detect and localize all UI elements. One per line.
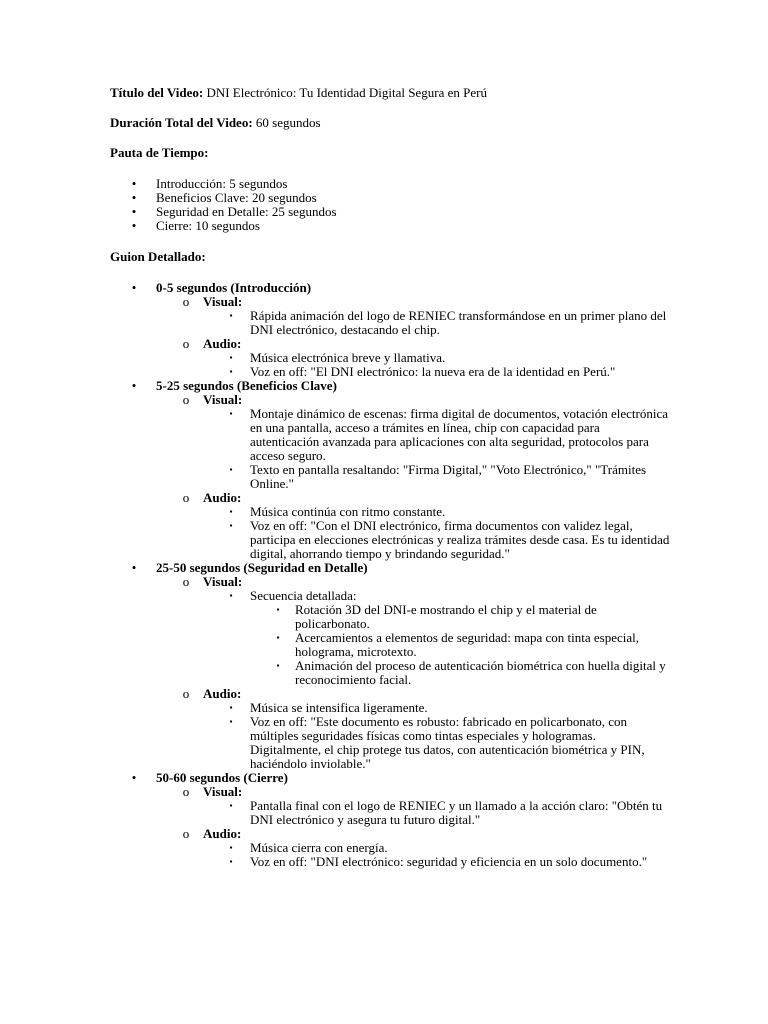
visual-subitem <box>250 659 670 687</box>
square-bullet-icon: ▪ <box>229 465 233 474</box>
audio-items <box>203 841 670 869</box>
circle-bullet-icon: o <box>182 336 190 351</box>
visual-subitems <box>250 603 670 687</box>
visual-items <box>203 407 670 491</box>
segment-title: 50-60 segundos (Cierre) <box>156 770 288 785</box>
timing-label: Pauta de Tiempo: <box>110 145 209 160</box>
audio-part <box>156 687 670 771</box>
disc-bullet-icon: • <box>131 560 137 575</box>
video-duration-value: 60 segundos <box>252 115 321 130</box>
visual-item <box>203 463 670 491</box>
script-list <box>110 281 670 869</box>
visual-items <box>203 589 670 687</box>
circle-bullet-icon: o <box>182 826 190 841</box>
square-bullet-icon: ▪ <box>229 843 233 852</box>
circle-bullet-icon: o <box>182 392 190 407</box>
visual-label: Visual: <box>203 574 243 589</box>
square-bullet-icon: ▪ <box>229 507 233 516</box>
segment-parts <box>156 785 670 869</box>
visual-items <box>203 309 670 337</box>
square-bullet-icon: ▪ <box>229 521 233 530</box>
video-title-value: DNI Electrónico: Tu Identidad Digital Segura en Perú <box>203 85 487 100</box>
square-bullet-icon: ▪ <box>229 591 233 600</box>
audio-item-text: Voz en off: "Con el DNI electrónico, firma documentos con validez legal, participa en elecciones electrónicas y realiza trámites desde casa. Es tu identidad digital, ahorrando tiempo y brindando seguridad." <box>250 518 670 561</box>
script-label: Guion Detallado: <box>110 249 206 264</box>
timing-item <box>110 205 670 219</box>
visual-part <box>156 785 670 827</box>
circle-bullet-icon: o <box>182 686 190 701</box>
visual-item <box>203 589 670 687</box>
video-duration-line <box>110 116 670 130</box>
audio-item <box>203 519 670 561</box>
video-title-label: Título del Video: <box>110 85 204 100</box>
timing-heading <box>110 146 670 160</box>
audio-item-text: Música se intensifica ligeramente. <box>250 700 428 715</box>
video-title-line <box>110 86 670 100</box>
timing-item <box>110 177 670 191</box>
circle-bullet-icon: o <box>182 490 190 505</box>
script-segment <box>110 771 670 869</box>
segment-title: 5-25 segundos (Beneficios Clave) <box>156 378 337 393</box>
visual-part <box>156 295 670 337</box>
disc-bullet-icon: • <box>131 218 137 233</box>
visual-label: Visual: <box>203 294 243 309</box>
disc-bullet-icon: • <box>131 204 137 219</box>
visual-item <box>203 309 670 337</box>
visual-item-text: Pantalla final con el logo de RENIEC y un llamado a la acción claro: "Obtén tu DNI electrónico y asegura tu futuro digital." <box>250 798 663 827</box>
timing-item-text: Beneficios Clave: 20 segundos <box>156 190 317 205</box>
audio-item-text: Voz en off: "Este documento es robusto: fabricado en policarbonato, con múltiples seguridades físicas como tintas especiales y hologramas. Digitalmente, el chip protege tus datos, con autenticación biométrica y PIN, haciéndolo inviolable." <box>250 714 645 771</box>
disc-bullet-icon: • <box>131 280 137 295</box>
audio-label: Audio: <box>203 336 242 351</box>
audio-part <box>156 827 670 869</box>
square-bullet-icon: ▪ <box>229 703 233 712</box>
visual-label: Visual: <box>203 392 243 407</box>
audio-item <box>203 351 670 365</box>
audio-label: Audio: <box>203 686 242 701</box>
segment-parts <box>156 295 670 379</box>
square-bullet-icon: ▪ <box>276 605 280 614</box>
timing-item <box>110 219 670 233</box>
script-heading <box>110 250 670 264</box>
audio-item <box>203 855 670 869</box>
script-segment <box>110 281 670 379</box>
visual-item <box>203 799 670 827</box>
segment-parts <box>156 575 670 771</box>
audio-item-text: Música electrónica breve y llamativa. <box>250 350 446 365</box>
disc-bullet-icon: • <box>131 378 137 393</box>
visual-part <box>156 393 670 491</box>
visual-part <box>156 575 670 687</box>
audio-item <box>203 505 670 519</box>
audio-part <box>156 337 670 379</box>
visual-item-text: Secuencia detallada: <box>250 588 357 603</box>
audio-label: Audio: <box>203 490 242 505</box>
document-page <box>110 86 670 869</box>
square-bullet-icon: ▪ <box>276 661 280 670</box>
visual-subitem <box>250 603 670 631</box>
visual-subitem-text: Acercamientos a elementos de seguridad: mapa con tinta especial, holograma, microtexto. <box>295 630 639 659</box>
square-bullet-icon: ▪ <box>229 857 233 866</box>
square-bullet-icon: ▪ <box>229 409 233 418</box>
visual-label: Visual: <box>203 784 243 799</box>
audio-item-text: Voz en off: "DNI electrónico: seguridad y eficiencia en un solo documento." <box>250 854 648 869</box>
audio-part <box>156 491 670 561</box>
circle-bullet-icon: o <box>182 784 190 799</box>
square-bullet-icon: ▪ <box>229 717 233 726</box>
audio-item-text: Música continúa con ritmo constante. <box>250 504 446 519</box>
video-duration-label: Duración Total del Video: <box>110 115 253 130</box>
visual-item-text: Texto en pantalla resaltando: "Firma Digital," "Voto Electrónico," "Trámites Online." <box>250 462 647 491</box>
timing-item-text: Cierre: 10 segundos <box>156 218 260 233</box>
segment-title: 25-50 segundos (Seguridad en Detalle) <box>156 560 368 575</box>
square-bullet-icon: ▪ <box>229 801 233 810</box>
visual-item <box>203 407 670 463</box>
disc-bullet-icon: • <box>131 770 137 785</box>
visual-items <box>203 799 670 827</box>
audio-item <box>203 841 670 855</box>
square-bullet-icon: ▪ <box>229 353 233 362</box>
disc-bullet-icon: • <box>131 190 137 205</box>
audio-item <box>203 701 670 715</box>
circle-bullet-icon: o <box>182 574 190 589</box>
visual-subitem <box>250 631 670 659</box>
timing-list <box>110 177 670 233</box>
audio-label: Audio: <box>203 826 242 841</box>
segment-title: 0-5 segundos (Introducción) <box>156 280 312 295</box>
visual-subitem-text: Animación del proceso de autenticación biométrica con huella digital y reconocimiento facial. <box>295 658 666 687</box>
audio-items <box>203 351 670 379</box>
square-bullet-icon: ▪ <box>276 633 280 642</box>
disc-bullet-icon: • <box>131 176 137 191</box>
script-segment <box>110 561 670 771</box>
circle-bullet-icon: o <box>182 294 190 309</box>
audio-item-text: Música cierra con energía. <box>250 840 388 855</box>
visual-item-text: Montaje dinámico de escenas: firma digital de documentos, votación electrónica en una pantalla, acceso a trámites en línea, chip con capacidad para autenticación avanzada para aplicaciones con alta seguridad, protocolos para acceso seguro. <box>250 406 669 463</box>
square-bullet-icon: ▪ <box>229 367 233 376</box>
timing-item-text: Seguridad en Detalle: 25 segundos <box>156 204 337 219</box>
audio-item <box>203 365 670 379</box>
audio-item-text: Voz en off: "El DNI electrónico: la nueva era de la identidad en Perú." <box>250 364 616 379</box>
audio-item <box>203 715 670 771</box>
visual-subitem-text: Rotación 3D del DNI-e mostrando el chip y el material de policarbonato. <box>295 602 597 631</box>
audio-items <box>203 505 670 561</box>
script-segment <box>110 379 670 561</box>
visual-item-text: Rápida animación del logo de RENIEC transformándose en un primer plano del DNI electrónico, destacando el chip. <box>250 308 667 337</box>
audio-items <box>203 701 670 771</box>
timing-item <box>110 191 670 205</box>
timing-item-text: Introducción: 5 segundos <box>156 176 288 191</box>
segment-parts <box>156 393 670 561</box>
square-bullet-icon: ▪ <box>229 311 233 320</box>
